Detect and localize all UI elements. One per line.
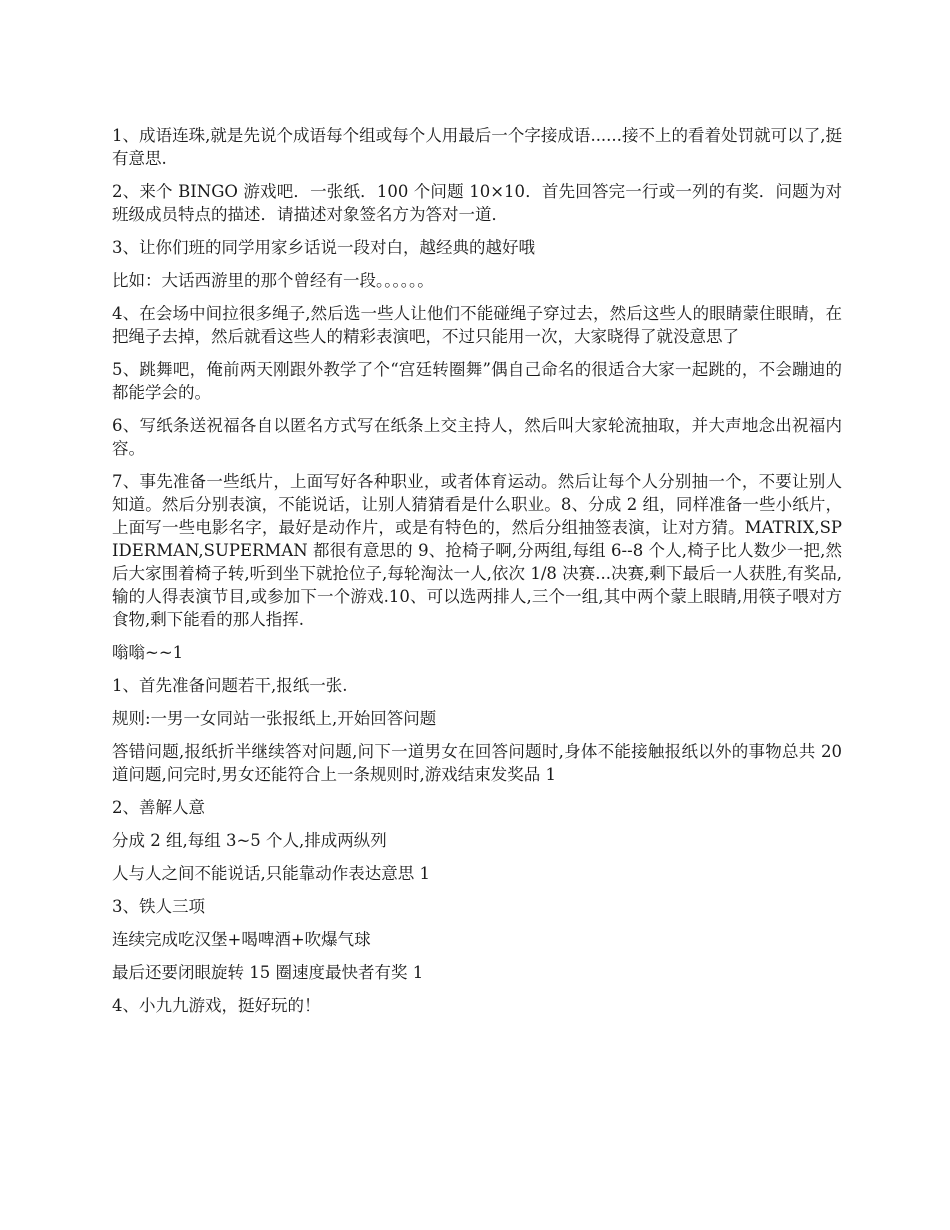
- paragraph: 7、事先准备一些纸片，上面写好各种职业，或者体育运动。然后让每个人分别抽一个，不要让别人知道。然后分别表演，不能说话，让别人猜猜看是什么职业。8、分成 2 组，同样准备一些小纸片，上面写一些电影名字，最好是动作片，或是有特色的，然后分组抽签表演，让对方猜。MATRIX,SPIDERMAN,SUPERMAN 都很有意思的 9、抢椅子啊,分两组,每组 6--8 个人,椅子比人数少一把,然后大家围着椅子转,听到坐下就抢位子,每轮淘汰一人,依次 1/8 决赛...决赛,剩下最后一人获胜,有奖品,输的人得表演节目,或参加下一个游戏.10、可以选两排人,三个一组,其中两个蒙上眼睛,用筷子喂对方食物,剩下能看的那人指挥.: [112, 472, 842, 629]
- paragraph: 比如：大话西游里的那个曾经有一段。。。。。。: [112, 271, 434, 290]
- paragraph: 4、在会场中间拉很多绳子,然后选一些人让他们不能碰绳子穿过去，然后这些人的眼睛蒙住眼睛，在把绳子去掉，然后就看这些人的精彩表演吧，不过只能用一次，大家晓得了就没意思了: [112, 304, 842, 346]
- document-body: [112, 124, 842, 1027]
- paragraph: 1、成语连珠,就是先说个成语每个组或每个人用最后一个字接成语......接不上的看着处罚就可以了,挺有意思.: [112, 126, 842, 168]
- paragraph: 3、让你们班的同学用家乡话说一段对白，越经典的越好哦: [112, 238, 535, 257]
- paragraph: 4、小九九游戏，挺好玩的！: [112, 996, 321, 1015]
- paragraph: 2、善解人意: [112, 798, 205, 817]
- paragraph: 2、来个 BINGO 游戏吧．一张纸．100 个问题 10×10．首先回答完一行或一列的有奖．问题为对班级成员特点的描述．请描述对象签名方为答对一道．: [112, 182, 842, 224]
- paragraph: 最后还要闭眼旋转 15 圈速度最快者有奖 1: [112, 963, 424, 982]
- paragraph: 答错问题,报纸折半继续答对问题,问下一道男女在回答问题时,身体不能接触报纸以外的事物总共 20 道问题,问完时,男女还能符合上一条规则时,游戏结束发奖品 1: [112, 742, 842, 784]
- paragraph: 连续完成吃汉堡+喝啤酒+吹爆气球: [112, 930, 371, 949]
- paragraph: 分成 2 组,每组 3~5 个人,排成两纵列: [112, 831, 387, 850]
- paragraph: 嗡嗡~~1: [112, 643, 184, 662]
- paragraph: 3、铁人三项: [112, 897, 205, 916]
- paragraph: 1、首先准备问题若干,报纸一张.: [112, 676, 348, 695]
- paragraph: 5、跳舞吧，俺前两天刚跟外教学了个“宫廷转圈舞”偶自己命名的很适合大家一起跳的，不会蹦迪的都能学会的。: [112, 360, 842, 402]
- paragraph: 6、写纸条送祝福各自以匿名方式写在纸条上交主持人，然后叫大家轮流抽取，并大声地念出祝福内容。: [112, 416, 842, 458]
- paragraph: 人与人之间不能说话,只能靠动作表达意思 1: [112, 864, 430, 883]
- paragraph: 规则:一男一女同站一张报纸上,开始回答问题: [112, 709, 437, 728]
